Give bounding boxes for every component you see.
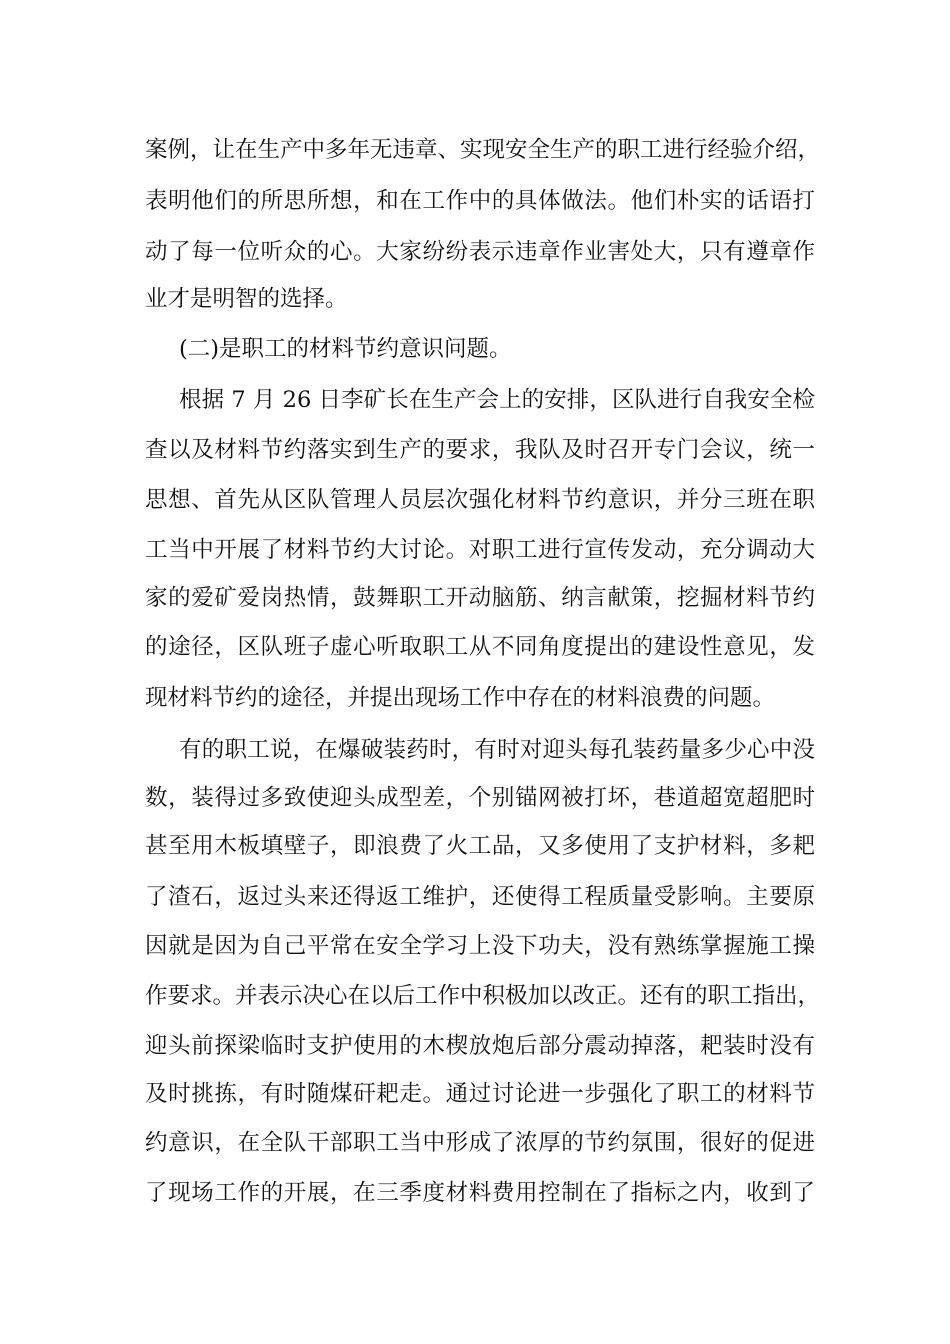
text-line-12: 现材料节约的途径，并提出现场工作中存在的材料浪费的问题。 (145, 685, 776, 711)
text-line-22: 了现场工作的开展，在三季度材料费用控制在了指标之内，收到了 (145, 1180, 815, 1206)
text-line-7: 查以及材料节约落实到生产的要求，我队及时召开专门会议，统一 (145, 437, 815, 463)
text-line-3: 动了每一位听众的心。大家纷纷表示违章作业害处大，只有遵章作 (145, 239, 815, 265)
text-line-1: 案例，让在生产中多年无违章、实现安全生产的职工进行经验介绍， (145, 137, 821, 163)
text-line-18: 作要求。并表示决心在以后工作中积极加以改正。还有的职工指出， (145, 983, 821, 1009)
text-line-20: 及时挑拣，有时随煤矸耙走。通过讨论进一步强化了职工的材料节 (145, 1081, 815, 1107)
text-line-21: 约意识，在全队干部职工当中形成了浓厚的节约氛围，很好的促进 (145, 1130, 815, 1156)
text-line-16: 了渣石，返过头来还得返工维护，还使得工程质量受影响。主要原 (145, 884, 815, 910)
section-heading: (二)是职工的材料节约意识问题。 (179, 336, 512, 362)
text-line-8: 思想、首先从区队管理人员层次强化材料节约意识，并分三班在职 (145, 487, 815, 513)
text-line-17: 因就是因为自己平常在安全学习上没下功夫，没有熟练掌握施工操 (145, 933, 815, 959)
text-line-2: 表明他们的所思所想，和在工作中的具体做法。他们朴实的话语打 (145, 188, 815, 214)
text-line-9: 工当中开展了材料节约大讨论。对职工进行宣传发动，充分调动大 (145, 537, 815, 563)
text-line-15: 甚至用木板填壁子，即浪费了火工品，又多使用了支护材料，多耙 (145, 833, 815, 859)
text-line-4: 业才是明智的选择。 (145, 286, 348, 312)
text-line-10: 家的爱矿爱岗热情，鼓舞职工开动脑筋、纳言献策，挖掘材料节约 (145, 585, 815, 611)
text-line-6: 根据 7 月 26 日李矿长在生产会上的安排，区队进行自我安全检 (179, 387, 815, 413)
text-line-19: 迎头前探梁临时支护使用的木楔放炮后部分震动掉落，耙装时没有 (145, 1033, 815, 1059)
text-line-13: 有的职工说，在爆破装药时，有时对迎头每孔装药量多少心中没 (179, 737, 815, 763)
text-line-11: 的途径，区队班子虚心听取职工从不同角度提出的建设性意见，发 (145, 634, 815, 660)
text-line-14: 数，装得过多致使迎头成型差，个别锚网被打坏，巷道超宽超肥时 (145, 785, 815, 811)
